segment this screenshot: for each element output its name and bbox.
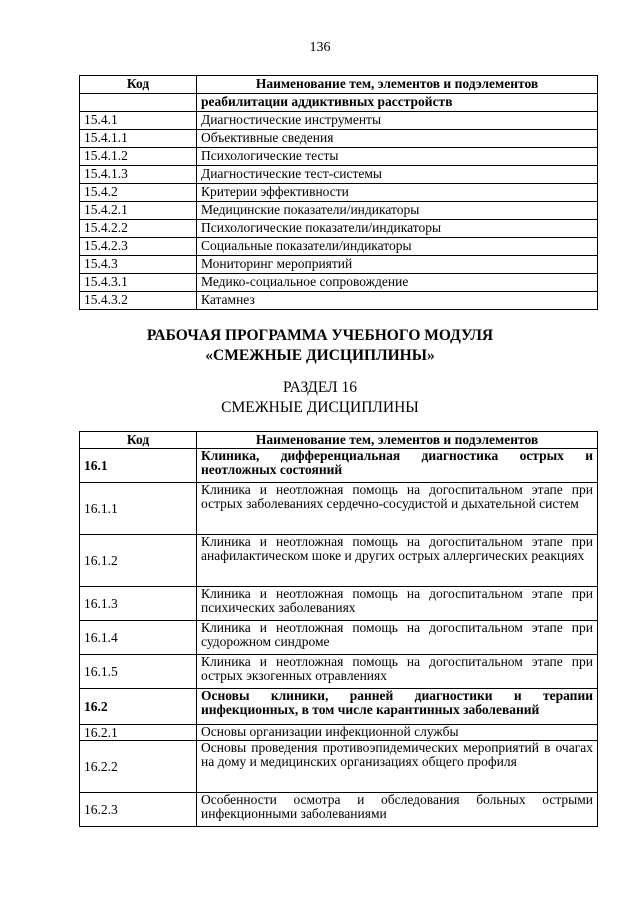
- name-cell: Катамнез: [197, 292, 598, 310]
- name-cell: Медицинские показатели/индикаторы: [197, 202, 598, 220]
- page-number: 136: [309, 40, 331, 55]
- section-title: СМЕЖНЫЕ ДИСЦИПЛИНЫ: [221, 399, 419, 416]
- code-cell: 15.4.1.3: [80, 166, 197, 184]
- code-cell: 16.2.2: [80, 741, 197, 793]
- table-row: [80, 184, 598, 202]
- name-cell: Основы клиники, ранней диагностики и терапии инфекционных, в том числе карантинных заболеваний: [197, 689, 598, 725]
- table-row: [80, 689, 598, 725]
- name-cell: Клиника и неотложная помощь на догоспитальном этапе при острых экзогенных отравлениях: [197, 655, 598, 689]
- code-cell: 15.4.1.2: [80, 148, 197, 166]
- section-number: РАЗДЕЛ 16: [283, 379, 357, 396]
- table-row: [80, 793, 598, 827]
- name-cell: Критерии эффективности: [197, 184, 598, 202]
- code-cell: 16.2: [80, 689, 197, 725]
- table-header-row: [80, 76, 598, 94]
- name-cell: Медико-социальное сопровождение: [197, 274, 598, 292]
- table-row: [80, 725, 598, 741]
- code-cell: 15.4.3.2: [80, 292, 197, 310]
- topics-table-continued: [79, 75, 598, 310]
- topics-table: [79, 431, 598, 827]
- program-heading-line1: РАБОЧАЯ ПРОГРАММА УЧЕБНОГО МОДУЛЯ: [146, 327, 494, 344]
- code-cell: 16.1.1: [80, 483, 197, 535]
- table-header-row: [80, 432, 598, 449]
- code-cell: 16.2.3: [80, 793, 197, 827]
- table-row: [80, 148, 598, 166]
- continued-name-cell: реабилитации аддиктивных расстройств: [197, 94, 598, 112]
- table-row: [80, 274, 598, 292]
- code-cell: 16.2.1: [80, 725, 197, 741]
- table-row: [80, 483, 598, 535]
- name-cell: Основы организации инфекционной службы: [197, 725, 598, 741]
- name-cell: Психологические показатели/индикаторы: [197, 220, 598, 238]
- table-row: [80, 655, 598, 689]
- name-cell: Психологические тесты: [197, 148, 598, 166]
- table-row: [80, 741, 598, 793]
- name-cell: Мониторинг мероприятий: [197, 256, 598, 274]
- table-row: [80, 94, 598, 112]
- code-cell: 16.1.3: [80, 587, 197, 621]
- table-row: [80, 220, 598, 238]
- table-row: [80, 449, 598, 483]
- code-cell: 16.1.5: [80, 655, 197, 689]
- name-cell: Клиника, дифференциальная диагностика острых и неотложных состояний: [197, 449, 598, 483]
- table-row: [80, 238, 598, 256]
- name-cell: Клиника и неотложная помощь на догоспитальном этапе при судорожном синдроме: [197, 621, 598, 655]
- header-name: Наименование тем, элементов и подэлементов: [197, 432, 598, 449]
- code-cell: 16.1.2: [80, 535, 197, 587]
- table-row: [80, 112, 598, 130]
- program-heading-line2: «СМЕЖНЫЕ ДИСЦИПЛИНЫ»: [205, 347, 435, 364]
- table-row: [80, 535, 598, 587]
- table-row: [80, 621, 598, 655]
- code-cell: 15.4.3.1: [80, 274, 197, 292]
- table-row: [80, 166, 598, 184]
- table-row: [80, 587, 598, 621]
- code-cell: 15.4.2.3: [80, 238, 197, 256]
- name-cell: Объективные сведения: [197, 130, 598, 148]
- name-cell: Основы проведения противоэпидемических мероприятий в очагах на дому и медицинских организациях общего профиля: [197, 741, 598, 793]
- table-row: [80, 256, 598, 274]
- name-cell: Диагностические инструменты: [197, 112, 598, 130]
- code-cell: 16.1.4: [80, 621, 197, 655]
- code-cell: 15.4.1: [80, 112, 197, 130]
- code-cell: 15.4.2.2: [80, 220, 197, 238]
- name-cell: Клиника и неотложная помощь на догоспитальном этапе при острых заболеваниях сердечно-сосудистой и дыхательной систем: [197, 483, 598, 535]
- code-cell: 15.4.2.1: [80, 202, 197, 220]
- code-cell: [80, 94, 197, 112]
- header-name: Наименование тем, элементов и подэлементов: [197, 76, 598, 94]
- table-row: [80, 130, 598, 148]
- name-cell: Социальные показатели/индикаторы: [197, 238, 598, 256]
- table-row: [80, 202, 598, 220]
- code-cell: 15.4.1.1: [80, 130, 197, 148]
- code-cell: 15.4.3: [80, 256, 197, 274]
- code-cell: 16.1: [80, 449, 197, 483]
- name-cell: Клиника и неотложная помощь на догоспитальном этапе при психических заболеваниях: [197, 587, 598, 621]
- header-code: Код: [80, 76, 197, 94]
- name-cell: Особенности осмотра и обследования больных острыми инфекционными заболеваниями: [197, 793, 598, 827]
- header-code: Код: [80, 432, 197, 449]
- name-cell: Клиника и неотложная помощь на догоспитальном этапе при анафилактическом шоке и других острых аллергических реакциях: [197, 535, 598, 587]
- code-cell: 15.4.2: [80, 184, 197, 202]
- table-row: [80, 292, 598, 310]
- name-cell: Диагностические тест-системы: [197, 166, 598, 184]
